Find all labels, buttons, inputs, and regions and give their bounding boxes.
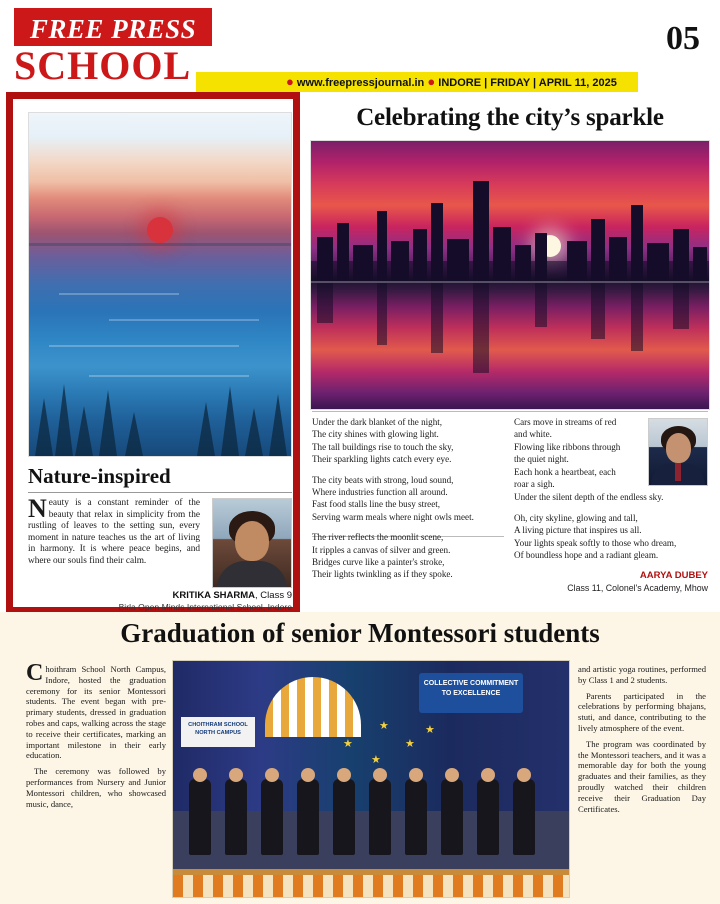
poem-line: Where industries function all around. [312, 487, 448, 498]
poem-line: The tall buildings rise to touch the sky, [312, 441, 454, 452]
tree-shape [75, 406, 93, 456]
building-shape [377, 211, 387, 281]
student-figure [405, 779, 427, 855]
bottom-article-headline: Graduation of senior Montessori students [120, 618, 600, 648]
poem-line: Serving warm meals where night owls meet. [312, 511, 474, 522]
masthead [0, 0, 720, 90]
tree-shape [221, 386, 239, 456]
student-figure [297, 779, 319, 855]
left-article-text: eauty is a constant reminder of the beauty that relax in simplicity from the rustling of leaves to the setting sun, every moment in nature teaches us the art of living in harmony. It is where peace begins, and where our souls find their calm. [28, 498, 200, 566]
tie-shape [675, 463, 681, 481]
page-number: 05 [666, 20, 700, 57]
poem-line: and white. [514, 429, 552, 440]
tree-shape [35, 398, 53, 456]
water-reflection-line [311, 281, 709, 283]
tree-shape [245, 408, 263, 456]
student-figure [189, 779, 211, 855]
building-shape [631, 205, 643, 281]
poem-line: Flowing like ribbons through [514, 441, 621, 452]
building-shape [567, 241, 587, 281]
poem-line: roar a sigh. [514, 479, 555, 490]
poem-column-two-continued [514, 491, 708, 503]
dropcap-letter: C [26, 660, 44, 686]
building-shape [647, 243, 669, 281]
photo-banner-left: CHOITHRAM SCHOOL NORTH CAMPUS [181, 717, 255, 747]
building-shape [535, 233, 547, 281]
building-shape [447, 239, 469, 281]
tree-shape [125, 412, 143, 456]
poem-stanza [312, 416, 504, 466]
website-url[interactable]: www.freepressjournal.in [296, 77, 425, 89]
poem-column-two-stanza-two [514, 512, 708, 562]
water-ripple [59, 293, 179, 295]
divider [28, 492, 292, 493]
bottom-article-left-column [26, 660, 166, 814]
building-reflection [673, 283, 689, 329]
author-class: , Class 9 [255, 590, 292, 601]
student-portrait-aarya [648, 418, 708, 486]
poem-line: Cars move in streams of red [514, 417, 617, 427]
edition-strip-text [286, 73, 617, 91]
star-icon: ★ [371, 754, 381, 766]
newspaper-logo [14, 8, 212, 88]
bullet-icon: ● [427, 74, 436, 89]
shoulders-shape [217, 561, 287, 588]
building-tower [473, 181, 489, 281]
horizon-line [29, 243, 291, 246]
star-icon: ★ [343, 738, 353, 750]
student-figure [225, 779, 247, 855]
student-figure [477, 779, 499, 855]
tree-shape [55, 384, 73, 456]
author-name: KRITIKA SHARMA [172, 590, 256, 601]
poem-line: The city shines with glowing light. [312, 429, 439, 440]
city-skyline-sunset-painting [310, 140, 710, 410]
logo-school-text: SCHOOL [14, 43, 192, 88]
highlighted-article-panel [6, 92, 300, 614]
paragraph: Parents participated in the celebrations by performing bhajans, stuti, and dance, contributing to the lively atmosphere of the event. [578, 690, 706, 733]
poem-line: Bridges curve like a painter's stroke, [312, 557, 445, 568]
building-shape [431, 203, 443, 281]
building-shape [673, 229, 689, 281]
building-reflection [535, 283, 547, 327]
star-icon: ★ [405, 738, 415, 750]
bottom-article-right-column [578, 664, 706, 819]
student-figure [333, 779, 355, 855]
poem-line: Oh, city skyline, glowing and tall, [514, 513, 638, 523]
tree-shape [197, 402, 215, 456]
poem-column-one [312, 416, 504, 589]
building-shape [353, 245, 373, 281]
left-article-body [28, 494, 200, 568]
student-figure [261, 779, 283, 855]
student-figure [513, 779, 535, 855]
poem-line: Your lights speak softly to those who dream, [514, 537, 677, 548]
building-reflection [473, 283, 489, 373]
photo-banner-center: COLLECTIVE COMMITMENT TO EXCELLENCE [419, 673, 523, 713]
poem-line: Their lights twinkling as if they spoke. [312, 569, 453, 580]
sun-shape [147, 217, 173, 243]
poem-line: Their sparkling lights catch every eye. [312, 454, 452, 465]
nature-inspired-painting [28, 112, 292, 457]
star-icon: ★ [425, 724, 435, 736]
building-shape [493, 227, 511, 281]
student-figure [441, 779, 463, 855]
tree-shape [99, 390, 117, 456]
building-shape [391, 241, 409, 281]
student-figure [369, 779, 391, 855]
paragraph: The ceremony was followed by performances from Nursery and Junior Montessori children, who showcased music, dance, [26, 766, 166, 809]
student-portrait-kritika [212, 498, 292, 588]
poem-line: the quiet night. [514, 454, 569, 465]
paragraph: The program was coordinated by the Montessori teachers, and it was a memorable day for both the young graduates and their families, as they proudly watched their children receive their Graduation Day Certificates. [578, 738, 706, 814]
main-article-headline: Celebrating the city’s sparkle [356, 104, 664, 131]
dropcap-letter: N [28, 494, 47, 523]
water-ripple [49, 345, 239, 347]
poem-line: Each honk a heartbeat, each [514, 466, 616, 477]
poem-line: Of boundless hope and a radiant gleam. [514, 550, 659, 561]
poem-stanza [312, 474, 504, 524]
poem-stanza [312, 531, 504, 581]
left-article-headline: Nature-inspired [28, 464, 171, 488]
poem-line: The city beats with strong, loud sound, [312, 474, 454, 485]
building-reflection [377, 283, 387, 345]
building-reflection [431, 283, 443, 353]
logo-free-press-text: FREE PRESS [14, 8, 212, 46]
paragraph: and artistic yoga routines, performed by Class 1 and 2 students. [578, 664, 706, 685]
building-shape [337, 223, 349, 281]
tree-shape [269, 394, 287, 456]
building-shape [609, 237, 627, 281]
water-ripple [109, 319, 259, 321]
bullet-icon: ● [286, 74, 294, 89]
paragraph-text: hoithram School North Campus, Indore, hosted the graduation ceremony for its senior Montessori students. The event began with pre-primary students, dressed in graduation robes and caps, walking across the stage to receive their certificates, marking an important milestone in their early education. [26, 664, 166, 761]
divider [312, 411, 708, 412]
left-article-inner [20, 106, 300, 614]
building-shape [693, 247, 707, 281]
face-shape [666, 433, 691, 463]
edition-date: INDORE | FRIDAY | APRIL 11, 2025 [438, 77, 617, 89]
left-article-byline [28, 590, 292, 601]
star-icon: ★ [379, 720, 389, 732]
main-article-byline: AARYA DUBEY [639, 570, 708, 581]
poem-line: Under the silent depth of the endless sky. [514, 492, 664, 502]
building-shape [515, 245, 531, 281]
poem-line: It ripples a canvas of silver and green. [312, 544, 451, 555]
building-shape [317, 237, 333, 281]
building-shape [413, 229, 427, 281]
poem-line: A living picture that inspires us all. [514, 525, 642, 536]
poem-line: Under the dark blanket of the night, [312, 417, 443, 427]
main-article-school: Class 11, Colonel's Academy, Mhow [567, 583, 708, 593]
building-shape [591, 219, 605, 281]
montessori-graduation-stage-photo [172, 660, 570, 898]
poem-column-two-top [514, 416, 640, 490]
building-reflection [317, 283, 333, 323]
water-ripple [89, 375, 249, 377]
building-reflection [591, 283, 605, 339]
poem-line: The river reflects the moonlit scene, [312, 532, 444, 543]
left-article-school: Birla Open Minds International School, Indore [118, 602, 292, 612]
decorative-border [173, 875, 569, 897]
building-reflection [631, 283, 643, 351]
paragraph [26, 660, 166, 761]
face-shape [235, 521, 269, 561]
poem-line: Fast food stalls line the busy street, [312, 499, 441, 510]
